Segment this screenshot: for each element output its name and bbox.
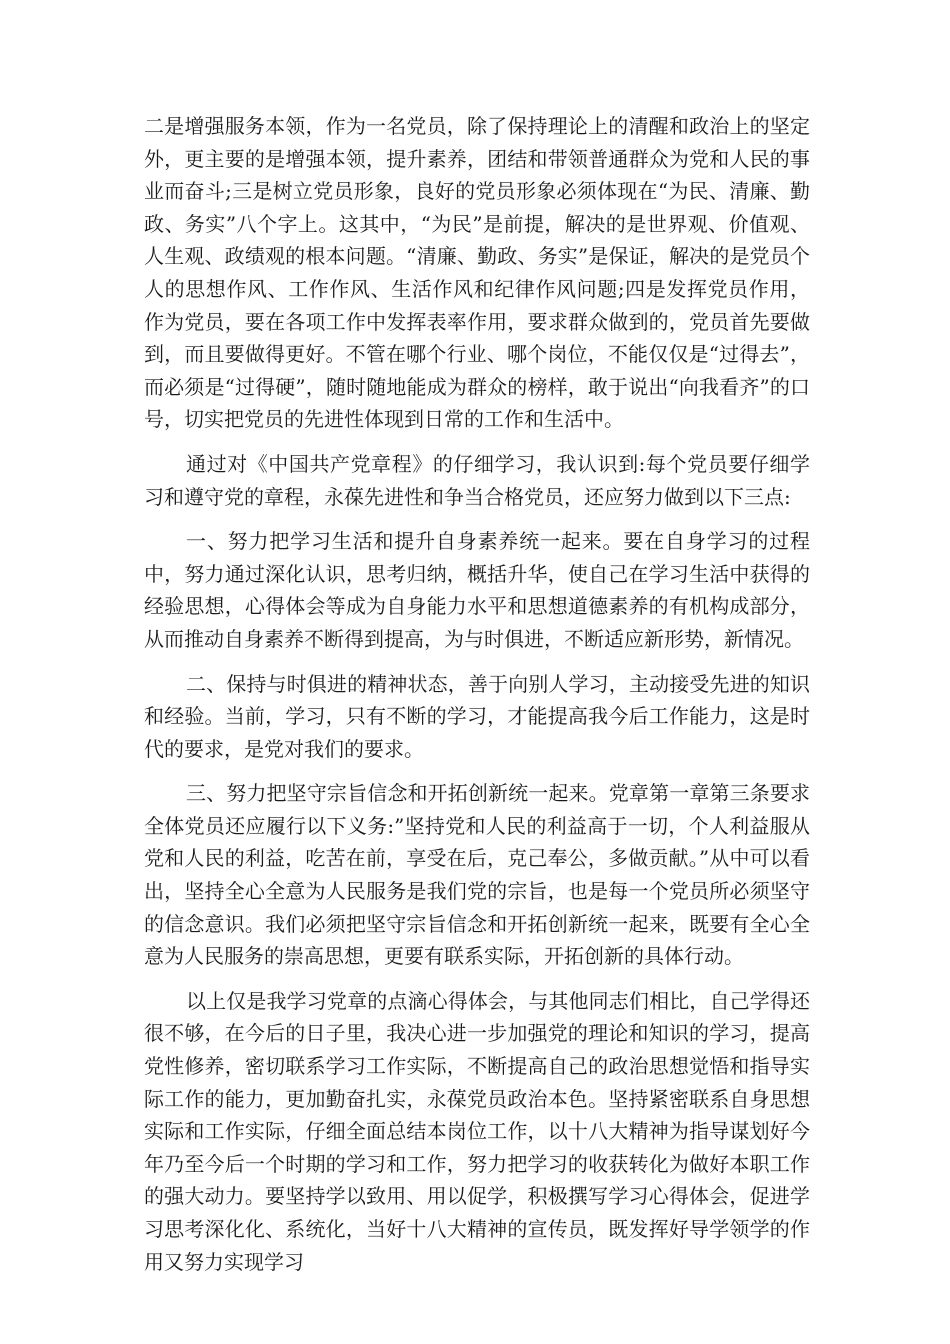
paragraph-4: 二、保持与时俱进的精神状态，善于向别人学习，主动接受先进的知识和经验。当前，学习，只有不断的学习，才能提高我今后工作能力，这是时代的要求，是党对我们的要求。	[144, 671, 810, 761]
paragraph-2: 通过对《中国共产党章程》的仔细学习，我认识到:每个党员要仔细学习和遵守党的章程，永葆先进性和争当合格党员，还应努力做到以下三点:	[144, 451, 810, 509]
paragraph-6: 以上仅是我学习党章的点滴心得体会，与其他同志们相比，自己学得还很不够，在今后的日子里，我决心进一步加强党的理论和知识的学习，提高党性修养，密切联系学习工作实际，不断提高自己的政治思想觉悟和指导实际工作的能力，更加勤奋扎实，永葆党员政治本色。坚持紧密联系自身思想实际和工作实际，仔细全面总结本岗位工作，以十八大精神为指导谋划好今年乃至今后一个时期的学习和工作，努力把学习的收获转化为做好本职工作的强大动力。要坚持学以致用、用以促学，积极撰写学习心得体会，促进学习思考深化化、系统化，当好十八大精神的宣传员，既发挥好导学领学的作用又努力实现学习	[144, 988, 810, 1274]
paragraph-5: 三、努力把坚守宗旨信念和开拓创新统一起来。党章第一章第三条要求全体党员还应履行以下义务:”坚持党和人民的利益高于一切，个人利益服从党和人民的利益，吃苦在前，享受在后，克己奉公，多做贡献。”从中可以看出，坚持全心全意为人民服务是我们党的宗旨，也是每一个党员所必须坚守的信念意识。我们必须把坚守宗旨信念和开拓创新统一起来，既要有全心全意为人民服务的崇高思想，更要有联系实际，开拓创新的具体行动。	[144, 781, 810, 969]
paragraph-3: 一、努力把学习生活和提升自身素养统一起来。要在自身学习的过程中，努力通过深化认识，思考归纳，概括升华，使自己在学习生活中获得的经验思想，心得体会等成为自身能力水平和思想道德素养的有机构成部分，从而推动自身素养不断得到提高，为与时俱进，不断适应新形势，新情况。	[144, 529, 810, 651]
document-body	[144, 110, 810, 1290]
paragraph-1: 二是增强服务本领，作为一名党员，除了保持理论上的清醒和政治上的坚定外，更主要的是增强本领，提升素养，团结和带领普通群众为党和人民的事业而奋斗;三是树立党员形象，良好的党员形象必须体现在“为民、清廉、勤政、务实”八个字上。这其中，“为民”是前提，解决的是世界观、价值观、人生观、政绩观的根本问题。“清廉、勤政、务实”是保证，解决的是党员个人的思想作风、工作作风、生活作风和纪律作风问题;四是发挥党员作用，作为党员，要在各项工作中发挥表率作用，要求群众做到的，党员首先要做到，而且要做得更好。不管在哪个行业、哪个岗位，不能仅仅是“过得去”，而必须是“过得硬”，随时随地能成为群众的榜样，敢于说出“向我看齐”的口号，切实把党员的先进性体现到日常的工作和生活中。	[144, 114, 810, 432]
